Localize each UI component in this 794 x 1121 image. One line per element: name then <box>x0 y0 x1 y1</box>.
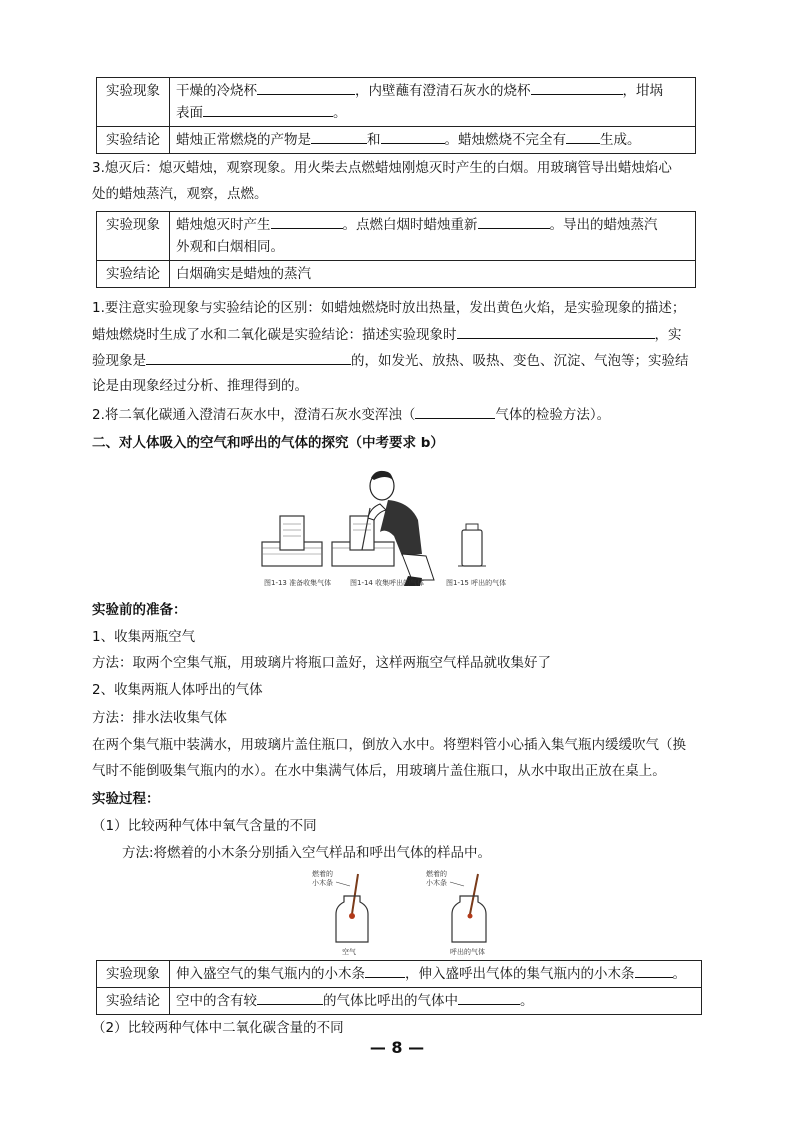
text: 外观和白烟相同。 <box>176 239 284 255</box>
blank-line[interactable] <box>478 214 550 229</box>
blank-line[interactable] <box>146 350 351 365</box>
prep-step1-method: 方法：取两个空集气瓶，用玻璃片将瓶口盖好，这样两瓶空气样品就收集好了 <box>92 655 551 671</box>
prep-title: 实验前的准备： <box>92 602 187 618</box>
row-label: 实验现象 <box>97 212 170 261</box>
gas-bottle <box>280 516 304 550</box>
text: 干燥的冷烧杯 <box>176 83 257 99</box>
blank-line[interactable] <box>415 404 495 419</box>
text: 伸入盛空气的集气瓶内的小木条 <box>176 966 365 982</box>
gas-bottle <box>462 530 482 566</box>
prep-step2-desc-line2: 气时不能倒吸集气瓶内的水）。在水中集满气体后，用玻璃片盖住瓶口，从水中取出正放在桌上。 <box>92 763 666 779</box>
table-row <box>97 261 696 288</box>
text: 。 <box>333 105 347 121</box>
blank-line[interactable] <box>531 80 623 95</box>
row-label: 实验结论 <box>97 261 170 288</box>
table-row <box>97 988 702 1015</box>
blank-line[interactable] <box>271 214 343 229</box>
text: 空中的含有较 <box>176 993 257 1009</box>
blank-line[interactable] <box>257 990 323 1005</box>
process-step1-method: 方法:将燃着的小木条分别插入空气样品和呼出气体的样品中。 <box>122 845 492 861</box>
paragraph-step3-line1: 3.熄灭后：熄灭蜡烛，观察现象。用火柴去点燃蜡烛刚熄灭时产生的白烟。用玻璃管导出蜡烛焰心 <box>92 160 672 176</box>
note1-line3 <box>92 350 708 371</box>
figure-label: 燃着的 <box>426 870 447 878</box>
text: ，内壁蘸有澄清石灰水的烧杯 <box>355 83 531 99</box>
wood-stick <box>470 874 478 914</box>
process-title: 实验过程： <box>92 791 160 807</box>
note1-line2 <box>92 324 708 345</box>
section-title: 二、对人体吸入的空气和呼出的气体的探究（中考要求 b） <box>92 435 444 451</box>
process-step1: （1）比较两种气体中氧气含量的不同 <box>92 818 317 834</box>
row-label: 实验结论 <box>97 988 170 1015</box>
blank-line[interactable] <box>566 129 600 144</box>
text: 和 <box>367 132 381 148</box>
process-step2: （2）比较两种气体中二氧化碳含量的不同 <box>92 1020 344 1036</box>
table-oxygen-comparison <box>96 960 702 1015</box>
person-blowing <box>368 471 434 586</box>
prep-step2: 2、收集两瓶人体呼出的气体 <box>92 682 263 698</box>
figure-label: 燃着的 <box>312 870 333 878</box>
page-number: — 8 — <box>369 1038 425 1057</box>
text: 。蜡烛燃烧不完全有 <box>444 132 566 148</box>
text: 验现象是 <box>92 353 146 369</box>
blank-line[interactable] <box>257 80 355 95</box>
row-label: 实验结论 <box>97 127 170 154</box>
row-content: 白烟确实是蜡烛的蒸汽 <box>170 261 696 288</box>
figure-caption: 图1-14 收集呼出的气体 <box>350 579 425 587</box>
blank-line[interactable] <box>635 963 673 978</box>
row-content <box>170 212 696 261</box>
text: ，坩埚 <box>622 83 663 99</box>
table-row <box>97 212 696 261</box>
row-label: 实验现象 <box>97 78 170 127</box>
text: 生成。 <box>600 132 641 148</box>
figure-label: 小木条 <box>312 879 333 887</box>
table-extinguish <box>96 211 696 288</box>
text: 蜡烛正常燃烧的产物是 <box>176 132 311 148</box>
text: 。导出的蜡烛蒸汽 <box>549 217 658 233</box>
blank-line[interactable] <box>457 324 655 339</box>
prep-step1: 1、收集两瓶空气 <box>92 629 196 645</box>
blank-line[interactable] <box>365 963 405 978</box>
text: ，伸入盛呼出气体的集气瓶内的小木条 <box>405 966 635 982</box>
text: 的气体比呼出的气体中 <box>323 993 458 1009</box>
figure-gas-collection <box>258 458 507 594</box>
figure-caption: 呼出的气体 <box>450 948 485 956</box>
text: 气体的检验方法）。 <box>495 407 611 423</box>
text: ，实 <box>654 327 682 343</box>
table-candle-burning <box>96 77 696 154</box>
row-content <box>170 961 702 988</box>
text: 2.将二氧化碳通入澄清石灰水中，澄清石灰水变浑浊（ <box>92 407 416 423</box>
prep-step2-method: 方法：排水法收集气体 <box>92 710 227 726</box>
row-content <box>170 127 696 154</box>
gas-bottle <box>452 896 486 942</box>
blank-line[interactable] <box>458 990 520 1005</box>
blank-line[interactable] <box>203 102 333 117</box>
figure-caption: 空气 <box>342 948 356 956</box>
note1-line4: 论是由现象经过分析、推理得到的。 <box>92 378 308 394</box>
blank-line[interactable] <box>311 129 367 144</box>
row-label: 实验现象 <box>97 961 170 988</box>
note1-line1: 1.要注意实验现象与实验结论的区别：如蜡烛燃烧时放出热量，发出黄色火焰，是实验现象的描述； <box>92 300 686 316</box>
text: 的，如发光、放热、吸热、变色、沉淀、气泡等；实验结 <box>351 353 689 369</box>
row-content <box>170 988 702 1015</box>
text: 表面 <box>176 105 203 121</box>
table-row <box>97 127 696 154</box>
figure-wood-stick-test <box>300 866 500 956</box>
figure-caption: 图1-15 呼出的气体 <box>446 579 507 587</box>
text: 蜡烛燃烧时生成了水和二氧化碳是实验结论：描述实验现象时 <box>92 327 457 343</box>
text: 蜡烛熄灭时产生 <box>176 217 271 233</box>
gas-bottle <box>350 516 374 550</box>
paragraph-step3-line2: 处的蜡烛蒸汽，观察，点燃。 <box>92 186 268 202</box>
table-row <box>97 78 696 127</box>
flame-icon <box>468 914 473 919</box>
prep-step2-desc-line1: 在两个集气瓶中装满水，用玻璃片盖住瓶口，倒放入水中。将塑料管小心插入集气瓶内缓缓吹气（换 <box>92 737 686 753</box>
figure-label: 小木条 <box>426 879 447 887</box>
text: 。 <box>672 966 686 982</box>
row-content <box>170 78 696 127</box>
wood-stick <box>352 874 358 914</box>
text: 。点燃白烟时蜡烛重新 <box>342 217 478 233</box>
table-row <box>97 961 702 988</box>
flame-icon <box>349 913 355 919</box>
figure-caption: 图1-13 准备收集气体 <box>264 579 332 587</box>
text: 。 <box>520 993 534 1009</box>
note2 <box>92 404 708 425</box>
blank-line[interactable] <box>381 129 445 144</box>
